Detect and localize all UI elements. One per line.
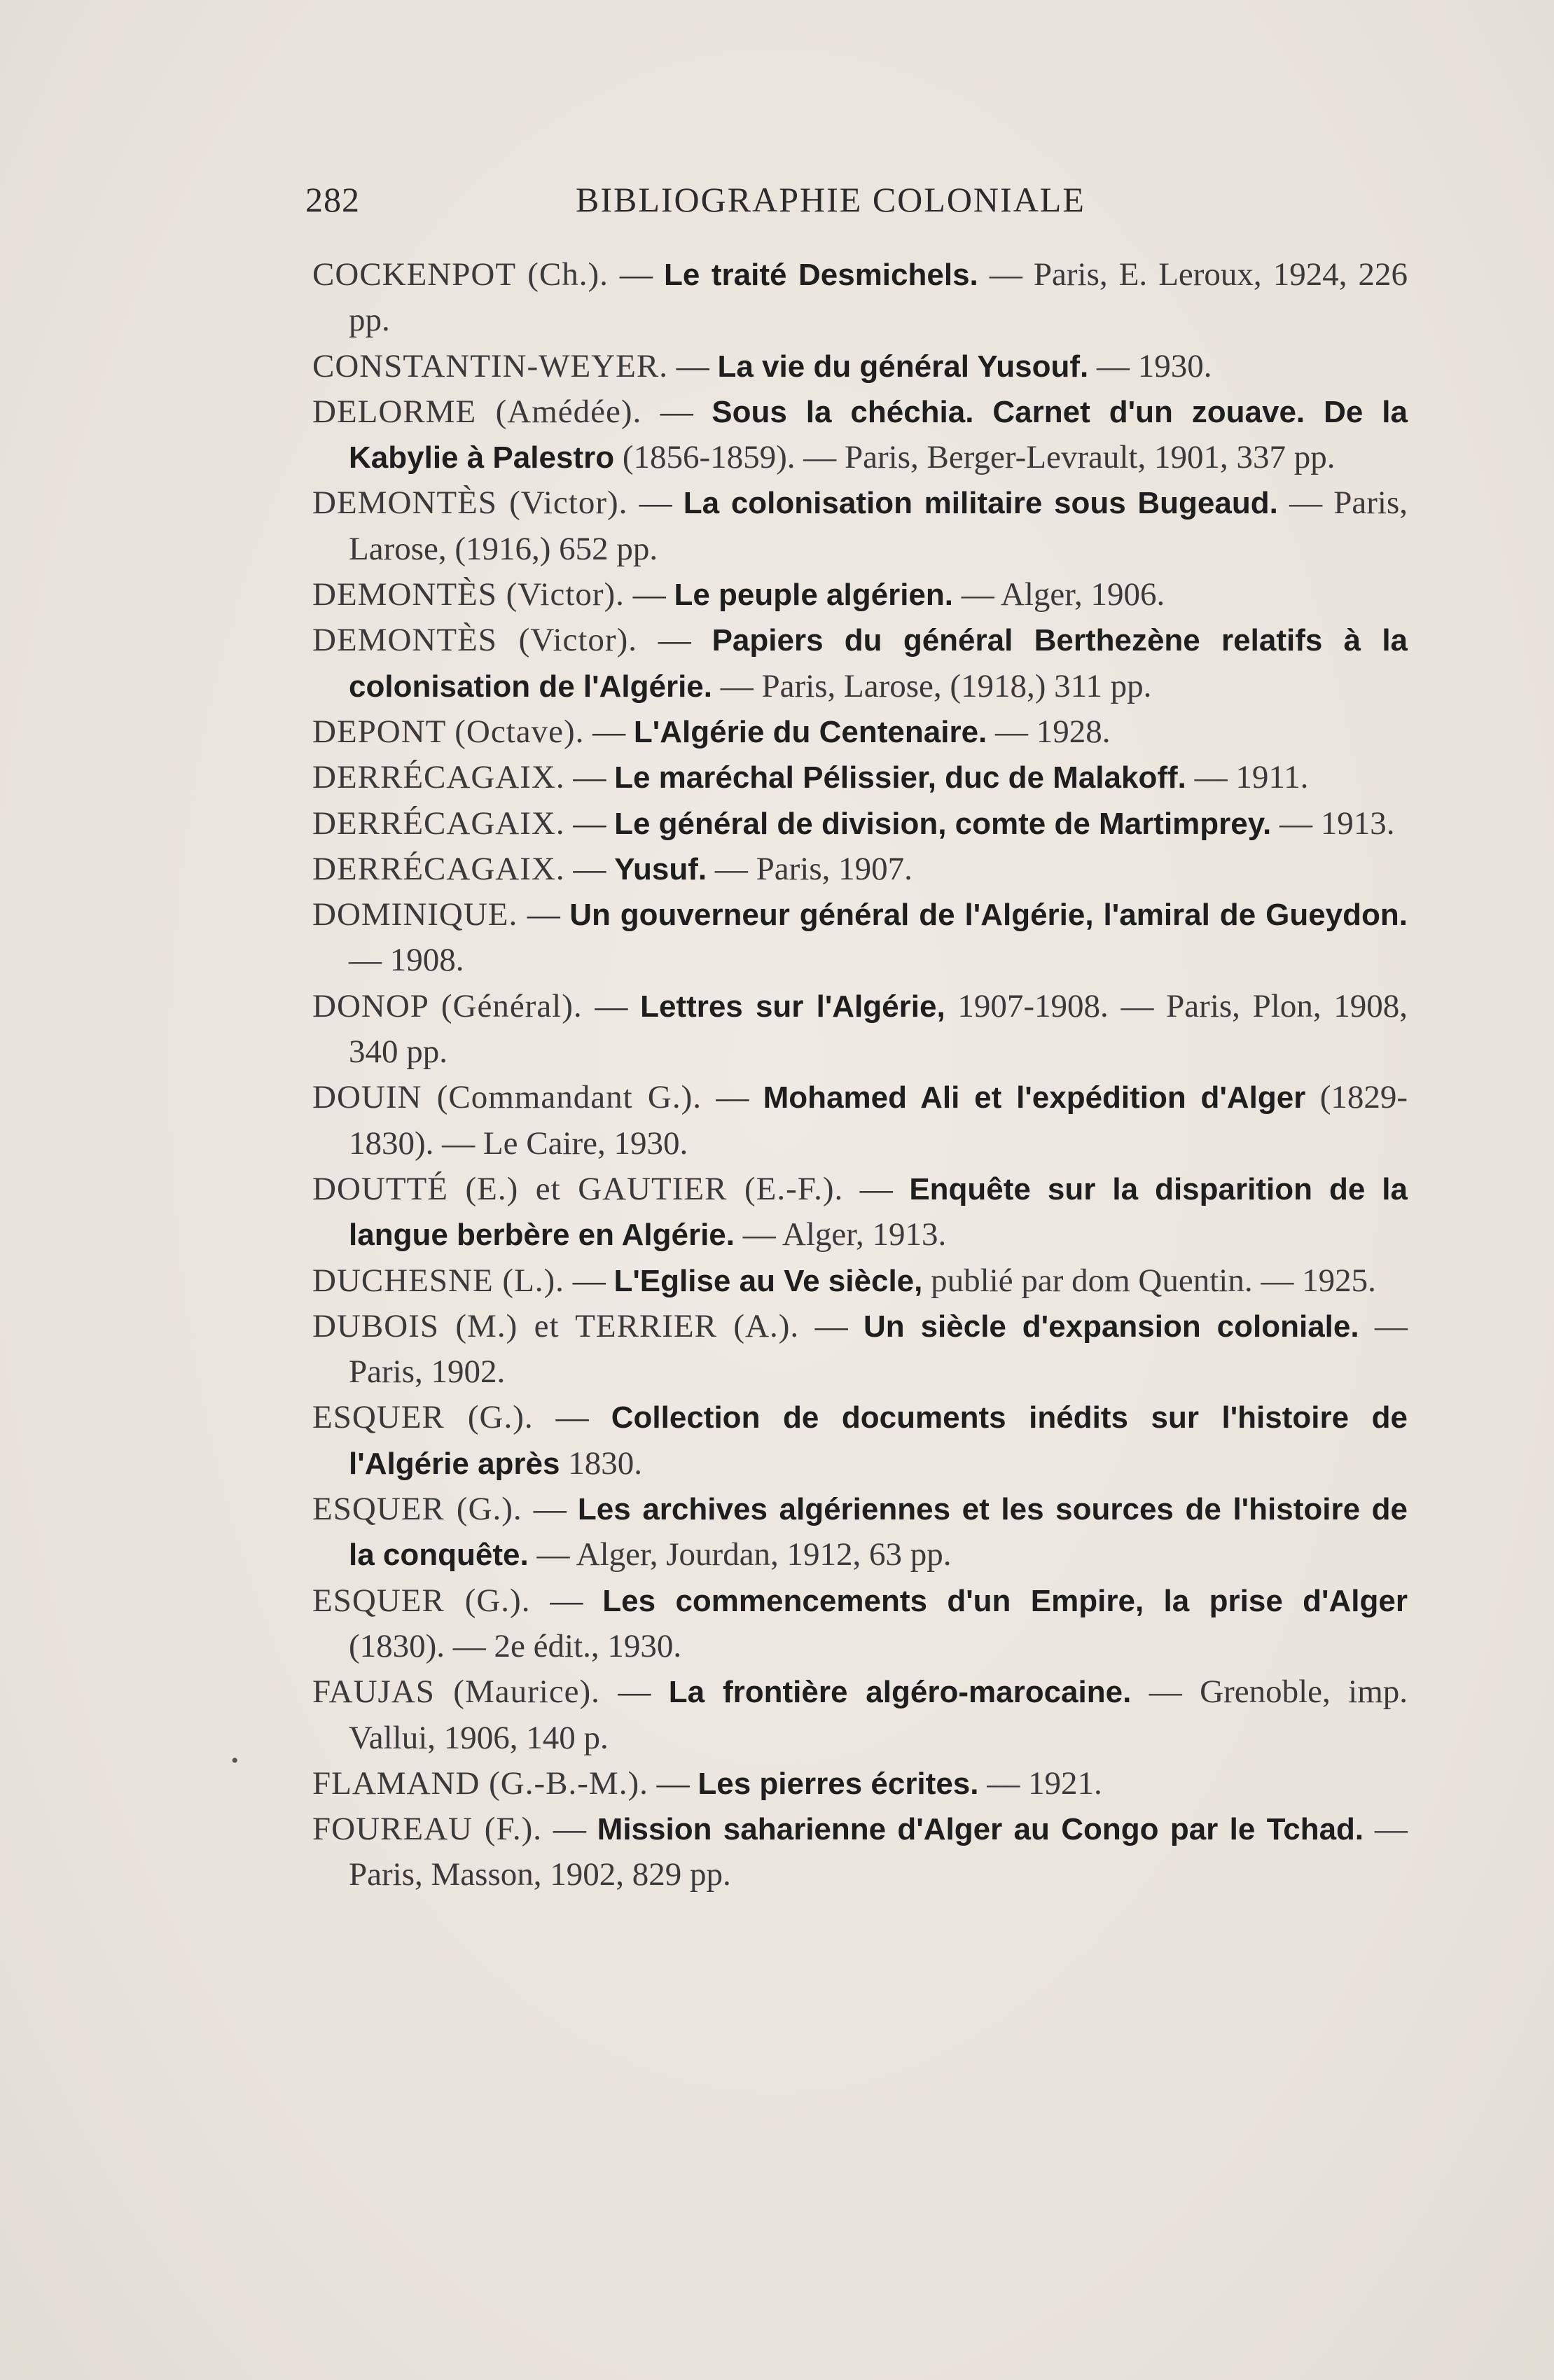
entry-author: ESQUER (G.). <box>312 1399 534 1436</box>
bibliography-entry: FOUREAU (F.). — Mission saharienne d'Alger au Congo par le Tchad. — Paris, Masson, 1902, 829 pp. <box>312 1811 1408 1893</box>
entry-title: Collection de documents inédits sur l'histoire de l'Algérie après <box>349 1400 1408 1481</box>
entry-publication: publié par dom Quentin. — 1925. <box>931 1262 1376 1299</box>
entry-author: DOUTTÉ (E.) et GAUTIER (E.-F.). <box>312 1170 844 1207</box>
entry-author: DERRÉCAGAIX. <box>312 850 565 887</box>
entry-publication: — Paris, 1907. <box>714 850 913 887</box>
entry-publication: — 1913. <box>1279 805 1395 842</box>
entry-publication: — Paris, Masson, 1902, 829 pp. <box>349 1811 1408 1893</box>
entry-title: Yusuf. <box>614 851 707 886</box>
entry-title: Enquête sur la disparition de la langue berbère en Algérie. <box>349 1171 1408 1253</box>
bibliography-entry: CONSTANTIN-WEYER. — La vie du général Yusouf. — 1930. <box>312 347 1212 384</box>
entry-publication: — Paris, Larose, (1916,) 652 pp. <box>349 485 1408 567</box>
bibliography-entry: DONOP (Général). — Lettres sur l'Algérie, 1907-1908. — Paris, Plon, 1908, 340 pp. <box>312 987 1408 1071</box>
entry-publication: — 1928. <box>995 713 1111 750</box>
bibliography-entry: COCKENPOT (Ch.). — Le traité Desmichels. — Paris, E. Leroux, 1924, 226 pp. <box>312 256 1408 339</box>
entry-title: Le général de division, comte de Martimprey. <box>614 806 1272 841</box>
bibliography-entry: DERRÉCAGAIX. — Le général de division, comte de Martimprey. — 1913. <box>312 805 1395 842</box>
entry-author: ESQUER (G.). <box>312 1491 522 1528</box>
entry-author: FOUREAU (F.). <box>312 1811 542 1848</box>
entry-publication: — 1908. <box>349 942 464 979</box>
bibliography-entry: DEPONT (Octave). — L'Algérie du Centenaire. — 1928. <box>312 713 1111 750</box>
entry-title: Mohamed Ali et l'expédition d'Alger <box>763 1080 1306 1115</box>
entry-author: DERRÉCAGAIX. <box>312 805 565 842</box>
bibliography-entry: FLAMAND (G.-B.-M.). — Les pierres écrites. — 1921. <box>312 1765 1102 1802</box>
entry-author: CONSTANTIN-WEYER. <box>312 347 668 384</box>
entry-publication: (1856-1859). — Paris, Berger-Levrault, 1901, 337 pp. <box>622 439 1336 476</box>
entry-author: FLAMAND (G.-B.-M.). <box>312 1765 648 1802</box>
bibliography-entry: DEMONTÈS (Victor). — La colonisation militaire sous Bugeaud. — Paris, Larose, (1916,) 652 pp. <box>312 485 1408 567</box>
page-number: 282 <box>305 180 360 219</box>
entry-author: DEMONTÈS (Victor). <box>312 622 637 659</box>
entry-author: DUCHESNE (L.). <box>312 1262 564 1299</box>
entry-title: La vie du général Yusouf. <box>717 349 1089 384</box>
entry-publication: 1907-1908. — Paris, Plon, 1908, 340 pp. <box>349 987 1408 1071</box>
bibliography-entry: DOUIN (Commandant G.). — Mohamed Ali et l'expédition d'Alger (1829-1830). — Le Caire, 1930. <box>312 1079 1408 1162</box>
bibliography-entry: DERRÉCAGAIX. — Yusuf. — Paris, 1907. <box>312 850 913 887</box>
bibliography-entry: FAUJAS (Maurice). — La frontière algéro-marocaine. — Grenoble, imp. Vallui, 1906, 140 p. <box>312 1673 1408 1756</box>
bibliography-entry: DERRÉCAGAIX. — Le maréchal Pélissier, duc de Malakoff. — 1911. <box>312 759 1309 796</box>
entry-publication: — 1921. <box>987 1765 1102 1802</box>
bibliography-entry: DOUTTÉ (E.) et GAUTIER (E.-F.). — Enquête sur la disparition de la langue berbère en Algérie. — Alger, 1913. <box>312 1170 1408 1253</box>
bibliography-entry: ESQUER (G.). — Les archives algériennes et les sources de l'histoire de la conquête. — Alger, Jourdan, 1912, 63 pp. <box>312 1491 1408 1573</box>
entry-author: DUBOIS (M.) et TERRIER (A.). <box>312 1307 800 1344</box>
entry-author: DERRÉCAGAIX. <box>312 759 565 796</box>
entry-title: Le traité Desmichels. <box>663 258 978 292</box>
bibliography-entry: DEMONTÈS (Victor). — Le peuple algérien. — Alger, 1906. <box>312 576 1165 613</box>
entry-publication: — Paris, Larose, (1918,) 311 pp. <box>720 667 1152 704</box>
entry-title: L'Eglise au Ve siècle, <box>613 1263 923 1298</box>
entry-publication: (1830). — 2e édit., 1930. <box>349 1627 682 1664</box>
running-title: BIBLIOGRAPHIE COLONIALE <box>576 180 1085 219</box>
entry-title: Les pierres écrites. <box>698 1766 979 1801</box>
entry-publication: — 1911. <box>1194 759 1309 796</box>
bibliography-entry: DELORME (Amédée). — Sous la chéchia. Carnet d'un zouave. De la Kabylie à Palestro (1856-1859). — Paris, Berger-Levrault, 1901, 337 pp. <box>312 393 1408 476</box>
entry-author: ESQUER (G.). <box>312 1582 531 1619</box>
bibliography-entry: DUBOIS (M.) et TERRIER (A.). — Un siècle d'expansion coloniale. — Paris, 1902. <box>312 1307 1408 1391</box>
entry-title: Un gouverneur général de l'Algérie, l'amiral de Gueydon. <box>569 898 1408 933</box>
entry-publication: — Paris, E. Leroux, 1924, 226 pp. <box>349 256 1408 339</box>
entry-title: L'Algérie du Centenaire. <box>633 714 987 749</box>
entry-author: DOMINIQUE. <box>312 896 518 933</box>
bibliography-entry: DOMINIQUE. — Un gouverneur général de l'Algérie, l'amiral de Gueydon. — 1908. <box>312 896 1408 979</box>
entry-author: DELORME (Amédée). <box>312 393 642 430</box>
entry-publication: — Alger, 1906. <box>961 576 1165 613</box>
bibliography-entry: DEMONTÈS (Victor). — Papiers du général Berthezène relatifs à la colonisation de l'Algérie. — Paris, Larose, (1918,) 311 pp. <box>312 622 1408 704</box>
entry-author: DOUIN (Commandant G.). <box>312 1079 702 1116</box>
entry-title: La colonisation militaire sous Bugeaud. <box>683 486 1278 521</box>
entry-publication: — Paris, 1902. <box>349 1307 1408 1391</box>
entry-author: DEMONTÈS (Victor). <box>312 576 625 613</box>
entry-title: Les commencements d'un Empire, la prise d'Alger <box>602 1583 1408 1618</box>
margin-mark: • <box>231 1749 239 1772</box>
bibliography-entry: ESQUER (G.). — Les commencements d'un Empire, la prise d'Alger (1830). — 2e édit., 1930. <box>312 1582 1408 1664</box>
entry-publication: — Alger, Jourdan, 1912, 63 pp. <box>536 1536 952 1573</box>
entry-title: Mission saharienne d'Alger au Congo par le Tchad. <box>597 1812 1364 1847</box>
entry-title: Les archives algériennes et les sources de l'histoire de la conquête. <box>349 1492 1408 1573</box>
entry-title: La frontière algéro-marocaine. <box>668 1675 1132 1710</box>
entry-title: Papiers du général Berthezène relatifs à la colonisation de l'Algérie. <box>349 623 1408 704</box>
entry-author: DEPONT (Octave). <box>312 713 585 750</box>
entry-author: DEMONTÈS (Victor). <box>312 485 628 522</box>
page-header <box>305 179 1482 221</box>
entry-title: Le maréchal Pélissier, duc de Malakoff. <box>614 760 1186 795</box>
entry-publication: — Alger, 1913. <box>742 1216 947 1253</box>
entry-author: COCKENPOT (Ch.). <box>312 256 609 293</box>
bibliography-list <box>312 252 1408 1898</box>
entry-author: FAUJAS (Maurice). <box>312 1673 600 1711</box>
entry-publication: — 1930. <box>1097 347 1212 384</box>
bibliography-entry: DUCHESNE (L.). — L'Eglise au Ve siècle, publié par dom Quentin. — 1925. <box>312 1262 1376 1299</box>
entry-title: Un siècle d'expansion coloniale. <box>863 1309 1359 1344</box>
entry-publication: (1829-1830). — Le Caire, 1930. <box>349 1079 1408 1162</box>
entry-title: Le peuple algérien. <box>674 578 953 613</box>
entry-publication: 1830. <box>568 1445 642 1482</box>
entry-publication: — Grenoble, imp. Vallui, 1906, 140 p. <box>349 1673 1408 1756</box>
bibliography-entry: ESQUER (G.). — Collection de documents inédits sur l'histoire de l'Algérie après 1830. <box>312 1399 1408 1482</box>
entry-author: DONOP (Général). <box>312 987 583 1024</box>
entry-title: Sous la chéchia. Carnet d'un zouave. De la Kabylie à Palestro <box>349 394 1408 475</box>
entry-title: Lettres sur l'Algérie, <box>640 989 945 1024</box>
